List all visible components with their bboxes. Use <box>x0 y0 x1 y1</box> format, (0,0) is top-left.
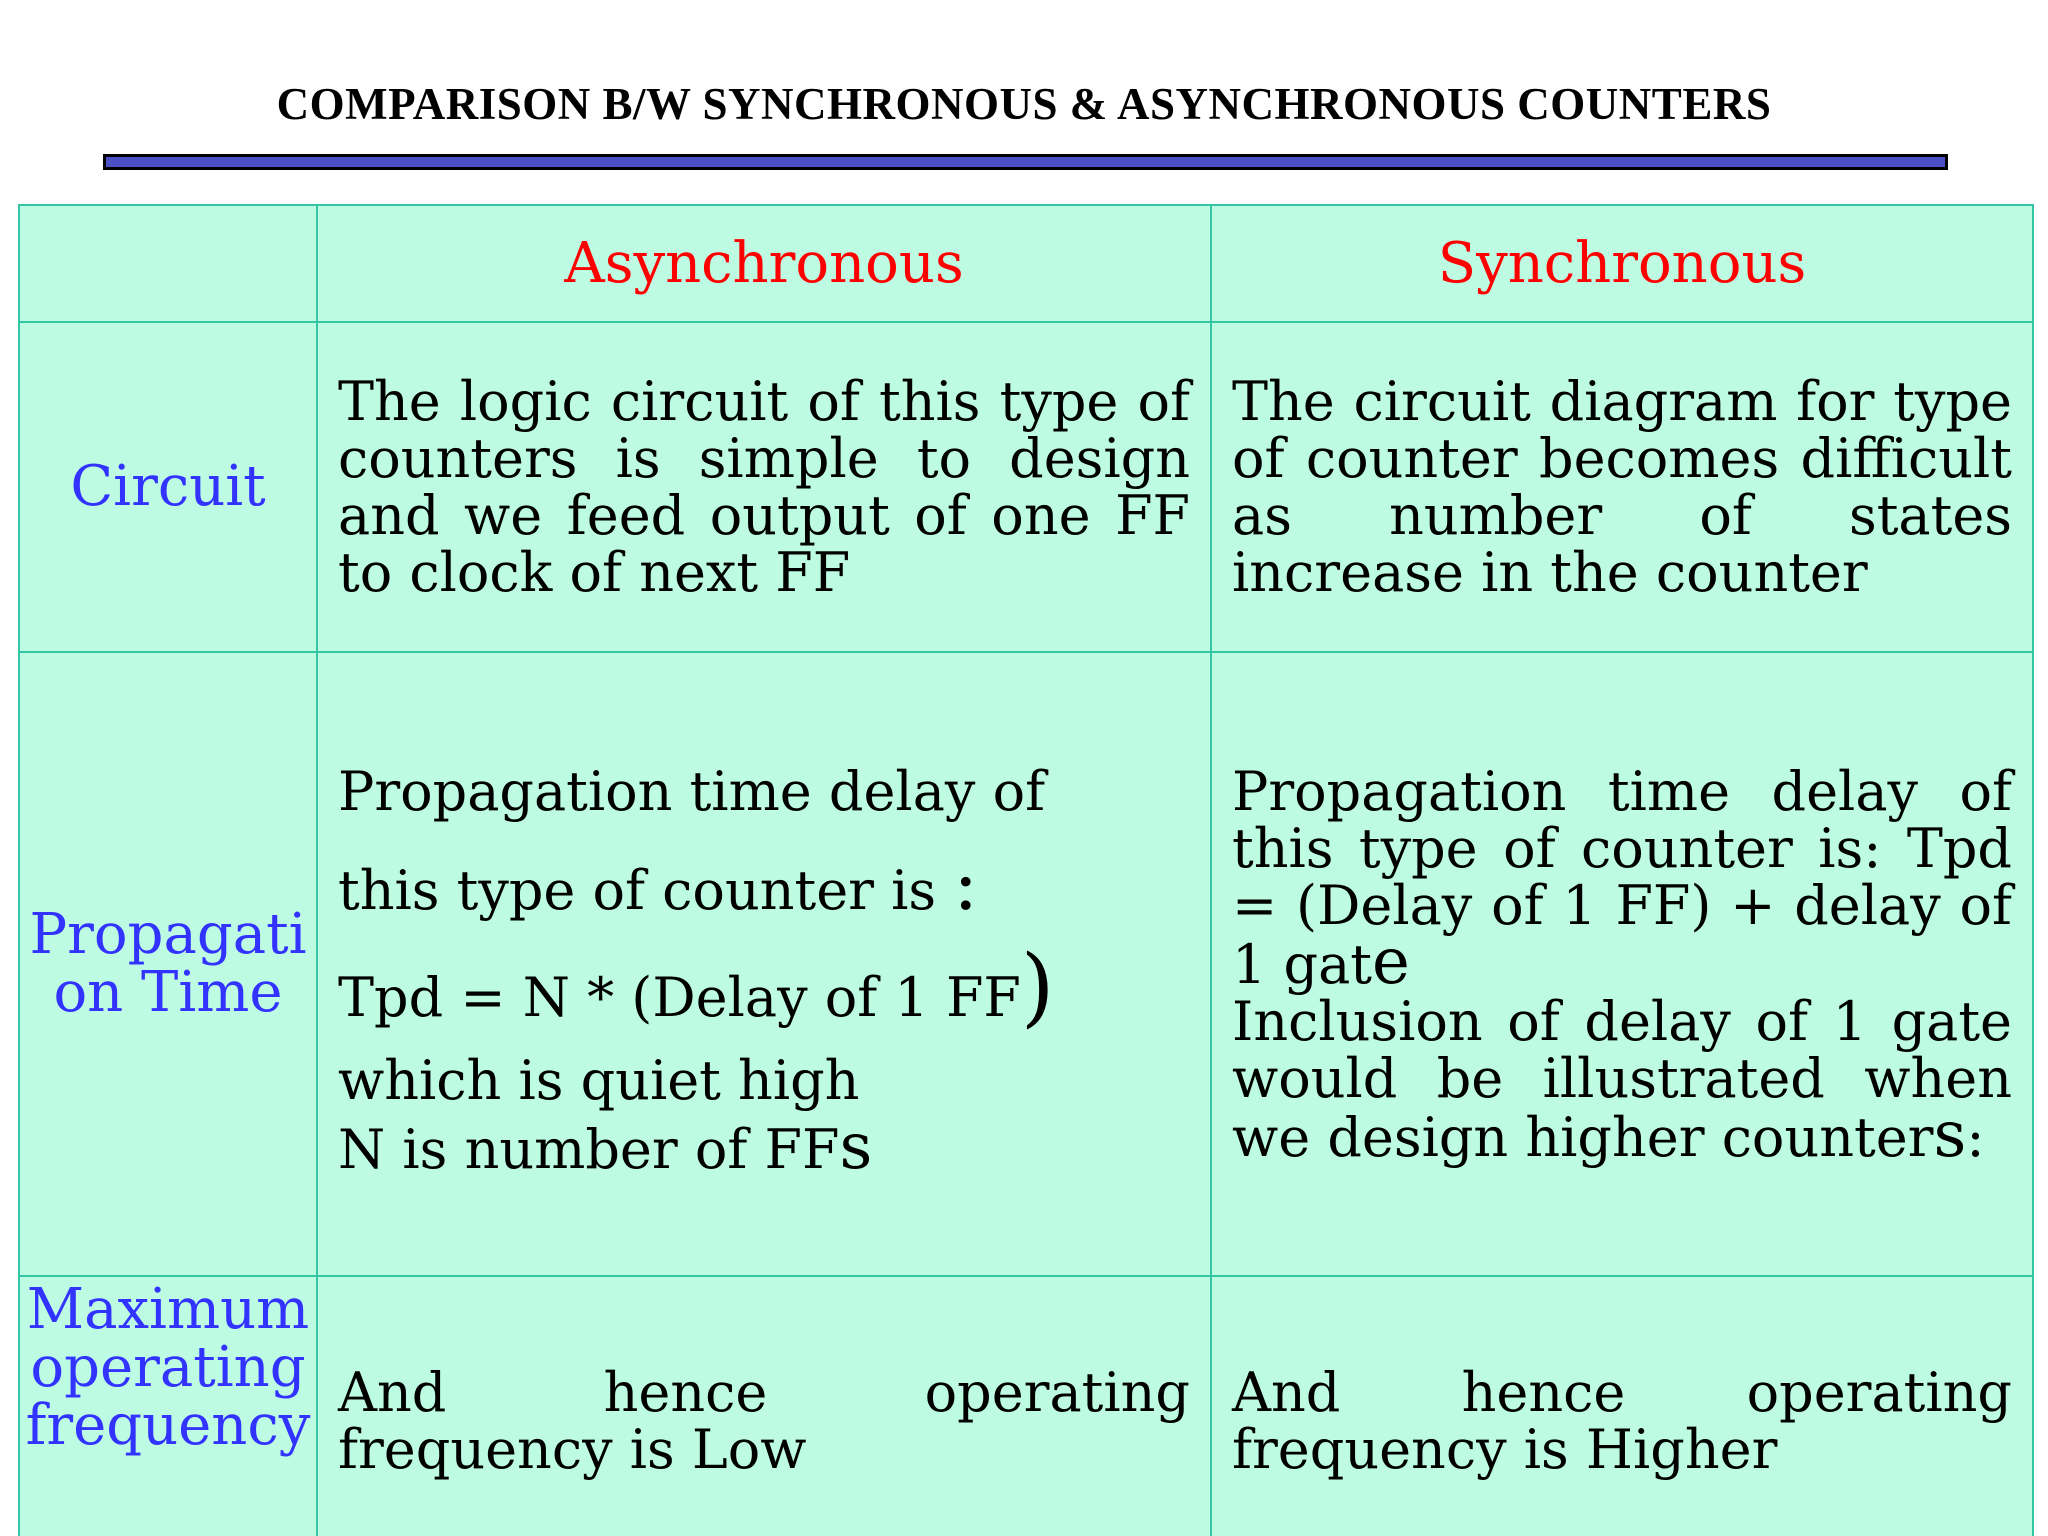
frequency-synchronous-cell: And hence operating frequency is Higher <box>1211 1276 2033 1536</box>
propagation-sync-part-1 <box>1232 759 2012 999</box>
propagation-async-line-2-text: this type of counter is <box>338 858 954 922</box>
propagation-synchronous-cell <box>1211 652 2033 1276</box>
title-underline-bar <box>103 154 1948 170</box>
circuit-asynchronous-cell: The logic circuit of this type of counters is simple to design and we feed output of one FF to clock of next FF <box>317 322 1211 652</box>
propagation-sync-colon: : <box>1966 1105 1985 1169</box>
propagation-async-s: s <box>839 1109 873 1184</box>
table-row <box>19 322 2033 652</box>
header-synchronous: Synchronous <box>1211 205 2033 322</box>
header-asynchronous: Asynchronous <box>317 205 1211 322</box>
header-corner-cell <box>19 205 317 322</box>
propagation-async-line-5 <box>338 1109 1190 1184</box>
propagation-sync-part-2-text: Inclusion of delay of 1 gate would be illustrated when we design higher counter <box>1232 989 2012 1169</box>
propagation-async-line-4: which is quiet high <box>338 1048 860 1112</box>
propagation-sync-s: s <box>1933 1097 1967 1172</box>
row-label-propagation-time: Propagation Time <box>19 652 317 1276</box>
propagation-async-line-1: Propagation time delay of <box>338 759 1046 823</box>
propagation-sync-part-1-text: Propagation time delay of this type of counter is: Tpd = (Delay of 1 FF) + delay of 1 gat <box>1232 759 2012 996</box>
circuit-synchronous-cell: The circuit diagram for type of counter becomes difficult as number of states increase in the counter <box>1211 322 2033 652</box>
comparison-table <box>18 204 2034 1536</box>
propagation-sync-e: e <box>1371 924 1410 999</box>
propagation-async-formula: Tpd = N * (Delay of 1 FF <box>338 965 1021 1029</box>
propagation-async-line-5-text: N is number of FF <box>338 1117 840 1181</box>
propagation-async-colon: : <box>953 840 979 927</box>
propagation-async-line-2 <box>338 838 1190 937</box>
propagation-async-paren: ) <box>1020 936 1055 1037</box>
slide-title: COMPARISON B/W SYNCHRONOUS & ASYNCHRONOUS COUNTERS <box>276 79 1772 129</box>
row-label-max-operating-frequency: Maximum operating frequency <box>19 1276 317 1536</box>
row-label-circuit: Circuit <box>19 322 317 652</box>
propagation-async-line-3 <box>338 937 1190 1048</box>
table-header-row <box>19 205 2033 322</box>
frequency-asynchronous-cell: And hence operating frequency is Low <box>317 1276 1211 1536</box>
table-row <box>19 652 2033 1276</box>
table-row <box>19 1276 2033 1536</box>
propagation-asynchronous-cell <box>317 652 1211 1276</box>
propagation-sync-part-2 <box>1232 989 2012 1172</box>
